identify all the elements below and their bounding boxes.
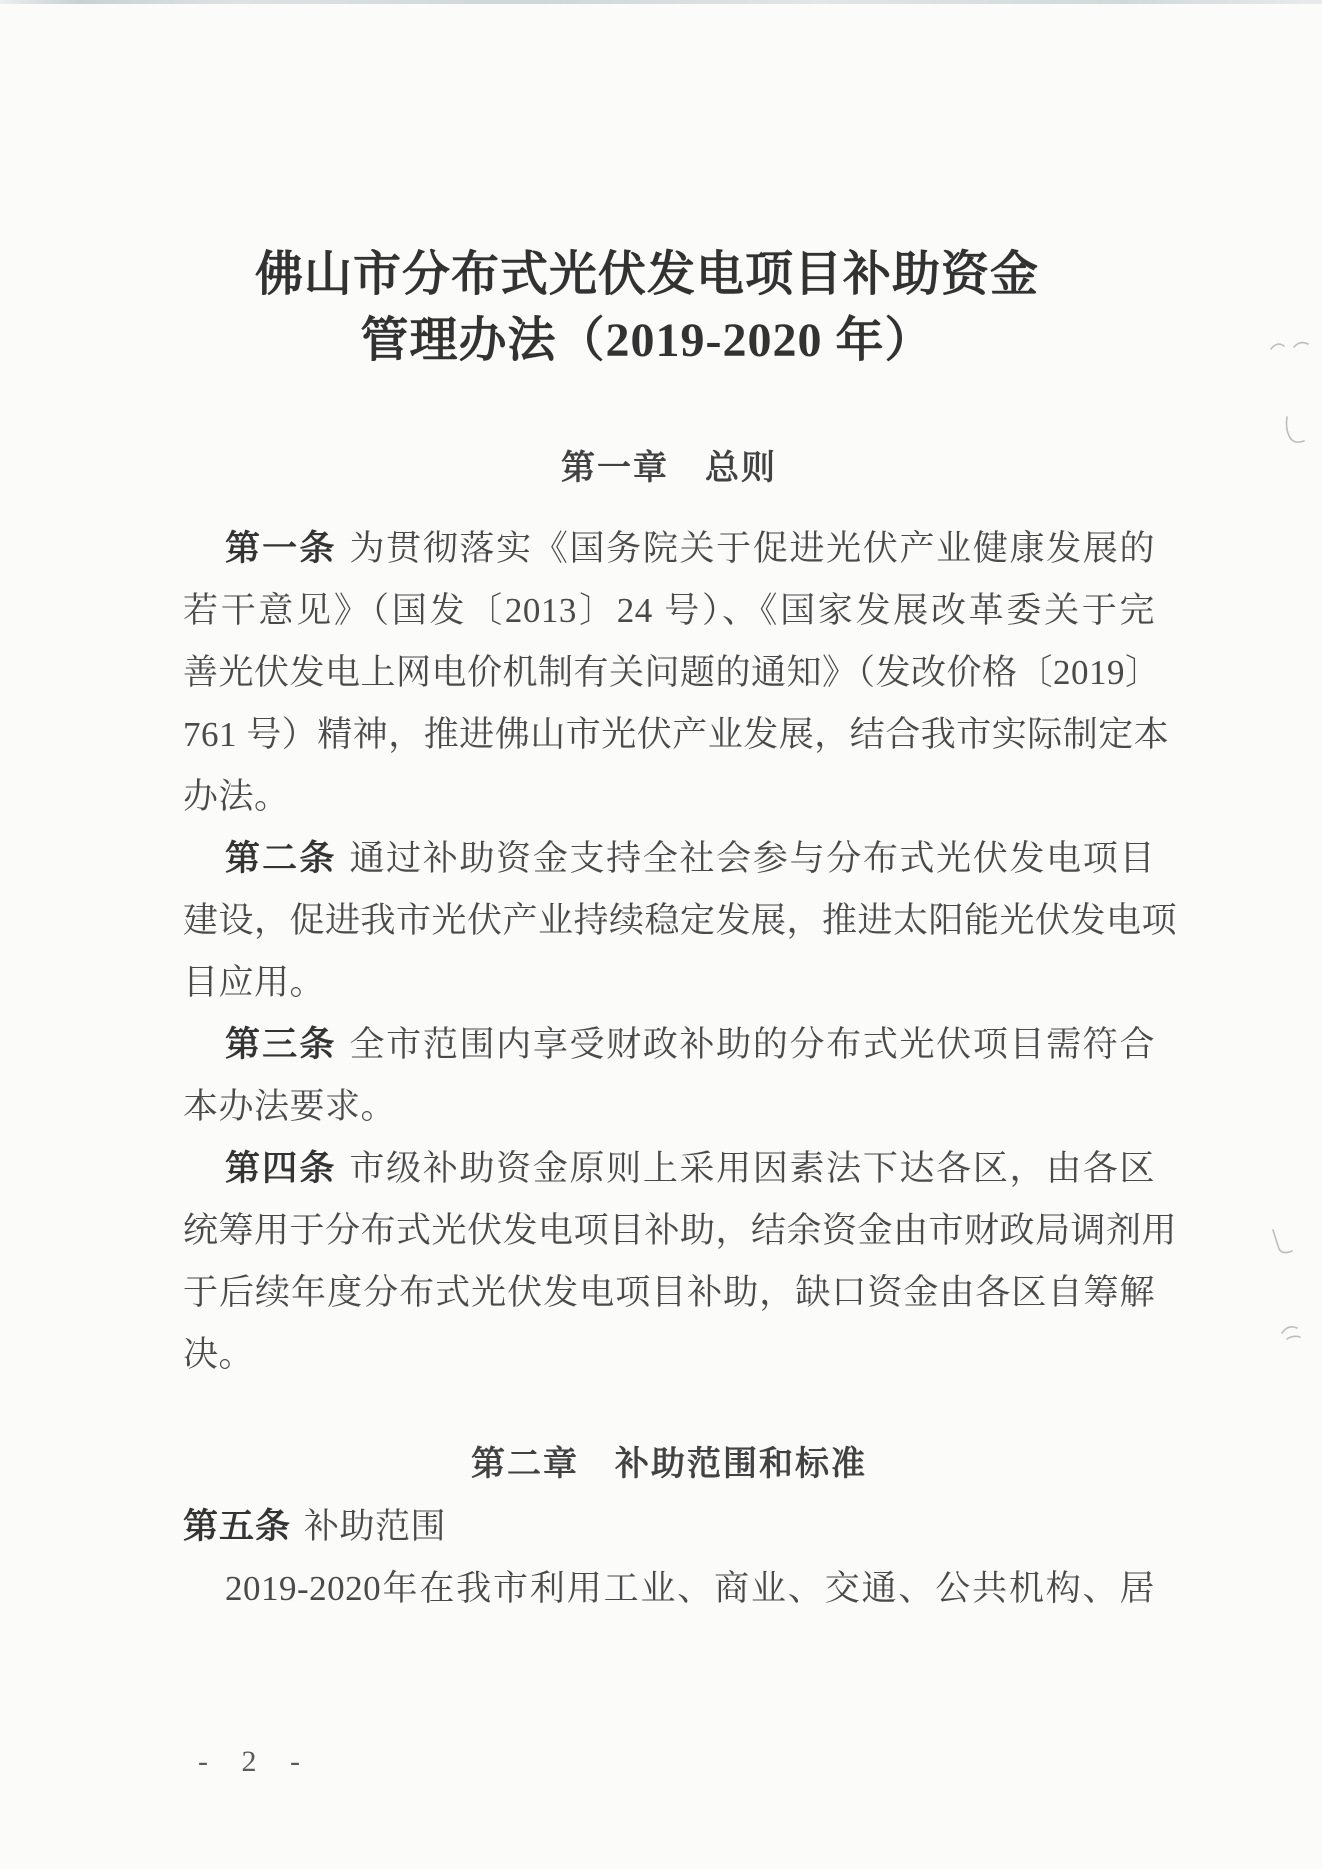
article-2 bbox=[183, 828, 1178, 1014]
article-2-line-1-text: 通过补助资金支持全社会参与分布式光伏发电项目 bbox=[349, 839, 1155, 878]
article-2-label: 第二条 bbox=[225, 839, 337, 878]
article-2-line-1 bbox=[183, 828, 1155, 890]
article-3-line-1-text: 全市范围内享受财政补助的分布式光伏项目需符合 bbox=[349, 1025, 1155, 1064]
article-5-line-1 bbox=[183, 1496, 1155, 1558]
article-4-line-3: 于后续年度分布式光伏发电项目补助，缺口资金由各区自筹解 bbox=[183, 1273, 1155, 1312]
chapter-2-heading: 第二章 补助范围和标准 bbox=[471, 1445, 867, 1483]
article-4-label: 第四条 bbox=[225, 1149, 337, 1188]
article-4 bbox=[183, 1138, 1178, 1386]
article-1-line-4: 761 号）精神，推进佛山市光伏产业发展，结合我市实际制定本 bbox=[183, 715, 1170, 754]
article-1-label: 第一条 bbox=[225, 529, 337, 568]
pen-mark-artifact bbox=[1268, 336, 1312, 358]
article-1-line-2: 若干意见》（国发〔2013〕24 号）、《国家发展改革委关于完 bbox=[183, 591, 1155, 630]
article-2-line-3: 目应用。 bbox=[183, 963, 326, 1002]
article-4-line-1-text: 市级补助资金原则上采用因素法下达各区，由各区 bbox=[349, 1149, 1155, 1188]
article-3 bbox=[183, 1014, 1155, 1138]
article-1-line-1-text: 为贯彻落实《国务院关于促进光伏产业健康发展的 bbox=[349, 529, 1155, 568]
article-5 bbox=[183, 1496, 1155, 1558]
article-3-line-1 bbox=[183, 1014, 1155, 1076]
pen-mark-artifact bbox=[1268, 1226, 1298, 1260]
pen-mark-artifact bbox=[1278, 1318, 1308, 1344]
article-4-line-1 bbox=[183, 1138, 1155, 1200]
article-1-line-3: 善光伏发电上网电价机制有关问题的通知》（发改价格〔2019〕 bbox=[183, 653, 1161, 692]
article-3-label: 第三条 bbox=[225, 1025, 337, 1064]
title-line-2: 管理办法（2019-2020 年） bbox=[360, 314, 934, 367]
document-title bbox=[161, 242, 1133, 374]
article-3-line-2: 本办法要求。 bbox=[183, 1087, 397, 1126]
title-line-1: 佛山市分布式光伏发电项目补助资金 bbox=[254, 248, 1039, 301]
document-content bbox=[183, 0, 1178, 1620]
page-number: - 2 - bbox=[198, 1745, 313, 1778]
article-4-line-4: 决。 bbox=[183, 1335, 255, 1374]
pen-mark-artifact bbox=[1280, 414, 1308, 448]
article-5-label: 第五条 bbox=[183, 1507, 292, 1546]
article-1-line-1 bbox=[183, 518, 1155, 580]
article-2-line-2: 建设，促进我市光伏产业持续稳定发展，推进太阳能光伏发电项 bbox=[183, 901, 1178, 940]
article-1 bbox=[183, 518, 1170, 828]
article-4-line-2: 统筹用于分布式光伏发电项目补助，结余资金由市财政局调剂用 bbox=[183, 1211, 1178, 1250]
article-5-text: 补助范围 bbox=[304, 1507, 447, 1546]
chapter-1-heading: 第一章 总则 bbox=[561, 449, 777, 487]
article-1-line-5: 办法。 bbox=[183, 777, 290, 816]
chapter-2-opening-line: 2019-2020年在我市利用工业、商业、交通、公共机构、居 bbox=[225, 1569, 1155, 1608]
